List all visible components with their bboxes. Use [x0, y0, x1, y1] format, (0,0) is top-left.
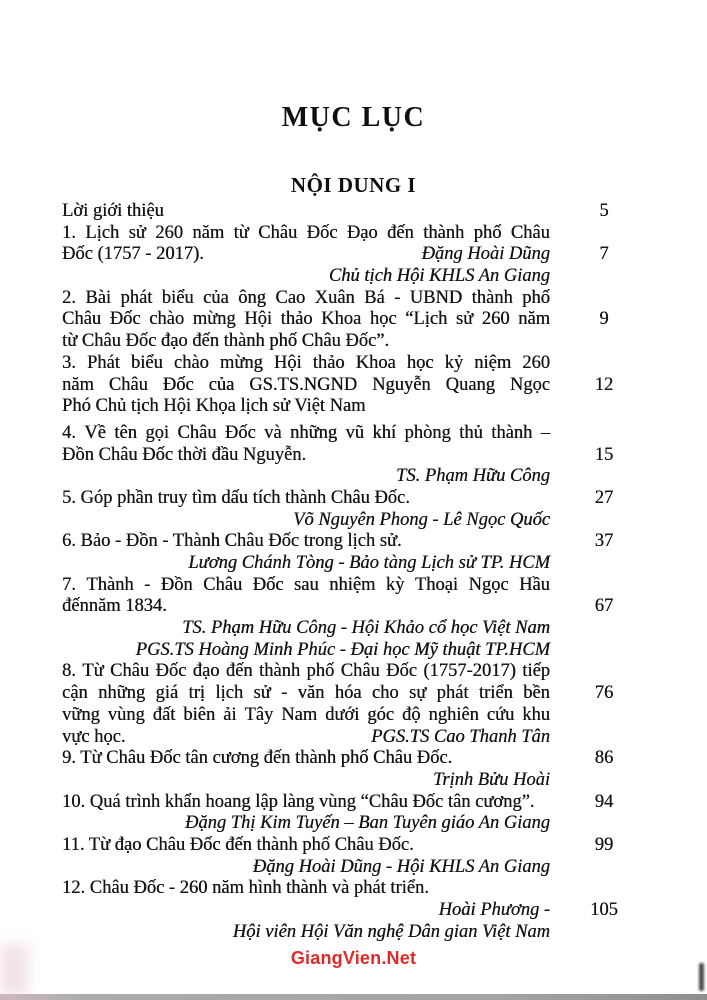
toc-title-line: 10. Quá trình khẩn hoang lập làng vùng “Châu Đốc tân cương”. — [62, 791, 535, 812]
page-number: 76 — [594, 683, 614, 704]
toc-word: 260 — [481, 309, 510, 330]
watermark-text: GiangVien.Net — [290, 948, 417, 968]
toc-word: những — [98, 683, 146, 704]
page-number: 27 — [594, 487, 614, 508]
page-number: 105 — [590, 900, 618, 920]
toc-word: Hội — [244, 309, 272, 330]
toc-word: độ — [401, 704, 421, 725]
toc-title-line — [62, 353, 550, 375]
page-number: 94 — [594, 791, 614, 812]
page-number: 99 — [594, 834, 614, 855]
toc-title-line — [62, 244, 550, 266]
toc-author-line: Trịnh Bửu Hoài — [433, 769, 550, 790]
toc-word: năm — [62, 374, 94, 395]
toc-word: năm — [518, 309, 550, 330]
toc-title-line — [62, 223, 550, 245]
toc-word: thành — [491, 422, 533, 443]
page-number: 86 — [594, 748, 614, 769]
toc-title-line: Đồn Châu Đốc thời đầu Nguyễn. — [62, 444, 307, 465]
toc-word: - — [394, 287, 401, 308]
toc-entry — [62, 878, 618, 943]
toc-author-line: Lương Chánh Tòng - Bảo tàng Lịch sử TP. HCM — [188, 553, 550, 573]
toc-word: lịch — [215, 683, 244, 704]
toc-word: đến — [387, 222, 414, 243]
toc-word: Tây — [244, 704, 274, 725]
toc-word: trị — [188, 683, 205, 704]
toc-word: biểu — [161, 287, 194, 308]
toc-word: Khoa — [355, 352, 396, 373]
toc-word: 2. — [62, 287, 76, 308]
toc-word: chào — [149, 309, 185, 330]
scan-artifact-bottom-edge — [0, 994, 707, 1000]
toc-word: Thành — [86, 574, 134, 595]
toc-word: sử — [455, 309, 474, 330]
page-number: 5 — [599, 201, 609, 221]
toc-word: Đạo — [346, 222, 378, 243]
toc-word: Đốc — [162, 374, 194, 395]
toc-word: cho — [371, 683, 399, 704]
toc-word: Châu — [62, 309, 102, 330]
toc-word: 1. — [62, 222, 76, 243]
toc-entry — [62, 201, 609, 223]
toc-word: Về — [84, 422, 106, 443]
toc-word: của — [208, 374, 235, 395]
page-number: 67 — [594, 596, 614, 617]
toc-word: kỳ — [385, 574, 405, 595]
toc-word: GS.TS.NGND — [249, 374, 358, 395]
toc-word: 260 — [155, 222, 183, 243]
toc-word: hóa — [334, 683, 362, 704]
toc-word: giá — [155, 683, 179, 704]
toc-title-line: Lời giới thiệu — [62, 201, 164, 221]
toc-word: tên — [114, 422, 137, 443]
toc-word: Nguyễn — [372, 374, 431, 395]
toc-word: vững — [62, 704, 100, 725]
toc-word: Đốc — [252, 574, 284, 595]
toc-word: Phát — [86, 352, 120, 373]
toc-word: 7. — [62, 574, 76, 595]
toc-word: 8. — [62, 661, 76, 682]
toc-title-line — [62, 661, 550, 683]
toc-word: Khoa — [321, 309, 362, 330]
section-heading: NỘI DUNG I — [290, 173, 417, 197]
toc-entry — [62, 748, 614, 791]
toc-entry — [62, 487, 614, 531]
page-number: 15 — [594, 444, 614, 465]
toc-entry — [62, 287, 609, 353]
toc-author-text: PGS.TS Cao Thanh Tân — [371, 726, 550, 747]
toc-author-line: Hội viên Hội Văn nghệ Dân gian Việt Nam — [232, 921, 550, 942]
toc-title-text: vực học. — [62, 726, 126, 747]
toc-word: Nam — [281, 704, 318, 725]
page-number: 7 — [599, 244, 609, 265]
toc-word: triển — [478, 683, 513, 704]
toc-title-line — [62, 423, 550, 445]
toc-word: từ — [233, 222, 249, 243]
toc-word: 260 — [522, 352, 550, 373]
toc-entry — [62, 834, 614, 878]
page-number: 9 — [599, 309, 609, 330]
toc-title-line — [62, 727, 550, 749]
toc-word: thủ — [459, 422, 483, 443]
toc-word: Châu — [510, 222, 550, 243]
toc-title-text: Đốc (1757 - 2017). — [62, 244, 204, 265]
toc-word: những — [290, 422, 338, 443]
toc-author-line: Võ Nguyên Phong - Lê Ngọc Quốc — [293, 509, 550, 530]
toc-word: ải — [223, 704, 237, 725]
toc-word: 4. — [62, 422, 76, 443]
toc-word: Ngọc — [509, 374, 550, 395]
toc-word: thảo — [280, 309, 313, 330]
toc-word: Bài — [85, 287, 112, 308]
toc-word: dưới — [325, 704, 360, 725]
toc-word: phố — [473, 222, 502, 243]
toc-word: của — [203, 287, 229, 308]
toc-entry — [62, 352, 614, 418]
toc-word: đến — [225, 661, 253, 682]
toc-word: Đốc — [306, 222, 338, 243]
toc-word: học — [369, 309, 397, 330]
page-number: 12 — [594, 374, 614, 395]
toc-word: phố — [306, 661, 335, 682]
toc-word: mừng — [219, 352, 263, 373]
toc-word: thành — [258, 661, 301, 682]
toc-title-line: 9. Từ Châu Đốc tân cương đến thành phố Châu Đốc. — [62, 748, 453, 769]
toc-word: Châu — [258, 222, 298, 243]
toc-word: Châu — [203, 574, 243, 595]
toc-word: niệm — [474, 352, 512, 373]
toc-word: Đốc — [155, 661, 187, 682]
toc-word: Cao — [275, 287, 306, 308]
toc-word: Đốc — [109, 309, 141, 330]
page-number: 37 — [594, 531, 614, 552]
toc-word: chào — [173, 352, 209, 373]
toc-word: gọi — [145, 422, 169, 443]
toc-word: đất — [152, 704, 176, 725]
toc-word: Quang — [445, 374, 495, 395]
toc-word: phát — [120, 287, 153, 308]
toc-title-line — [62, 288, 550, 310]
toc-word: Châu — [108, 374, 148, 395]
toc-word: – — [540, 422, 550, 443]
toc-word: Từ — [82, 661, 104, 682]
toc-title-line — [62, 309, 550, 331]
toc-word: (1757-2017) — [423, 661, 516, 682]
toc-word: năm — [192, 222, 225, 243]
toc-word: UBND — [409, 287, 463, 308]
toc-word: Lịch — [85, 222, 120, 243]
toc-word: khu — [522, 704, 550, 725]
toc-word: khí — [372, 422, 397, 443]
toc-word: Châu — [340, 661, 380, 682]
toc-word: cận — [62, 683, 88, 704]
toc-author-line: Chủ tịch Hội KHLS An Giang — [328, 266, 550, 287]
toc-entry — [62, 791, 614, 835]
toc-word: phố — [522, 287, 550, 308]
toc-word: vùng — [107, 704, 145, 725]
toc-word: và — [264, 422, 282, 443]
toc-word: 3. — [62, 352, 76, 373]
toc-word: phòng — [404, 422, 451, 443]
toc-title-line: 6. Bảo - Đồn - Thành Châu Đốc trong lịch sử. — [62, 531, 402, 552]
toc-word: “Lịch — [405, 309, 448, 330]
toc-author-line: PGS.TS Hoàng Minh Phúc - Đại học Mỹ thuật TP.HCM — [135, 639, 550, 660]
toc-author-line: Đặng Thị Kim Tuyến – Ban Tuyên giáo An Giang — [184, 813, 550, 834]
toc-word: Châu — [110, 661, 150, 682]
toc-entry — [62, 422, 614, 488]
toc-word: sử — [253, 683, 271, 704]
toc-title-line: từ Châu Đốc đạo đến thành phố Châu Đốc”. — [62, 331, 390, 352]
toc-word: Đồn — [160, 574, 193, 595]
toc-word: mừng — [192, 309, 236, 330]
toc-word: sự — [409, 683, 427, 704]
toc-word: bền — [523, 683, 550, 704]
scan-artifact-smudge — [0, 944, 28, 996]
toc-title-line: đếnnăm 1834. — [62, 596, 167, 617]
toc-word: - — [144, 574, 151, 595]
toc-entry — [62, 574, 614, 662]
toc-word: phát — [436, 683, 469, 704]
page-title: MỤC LỤC — [281, 102, 426, 133]
toc-word: - — [281, 683, 288, 704]
toc-word: văn — [297, 683, 325, 704]
scan-artifact-right-mark — [699, 963, 704, 991]
toc-word: ông — [238, 287, 266, 308]
toc-word: góc — [367, 704, 395, 725]
toc-title-line: 5. Góp phần truy tìm dấu tích thành Châu Đốc. — [62, 487, 410, 508]
toc-word: nhiệm — [329, 574, 376, 595]
toc-word: kỷ — [444, 352, 464, 373]
toc-title-line — [62, 575, 550, 597]
toc-author-line: Đặng Hoài Dũng - Hội KHLS An Giang — [252, 856, 550, 877]
toc-word: sau — [293, 574, 319, 595]
toc-word: đạo — [192, 661, 220, 682]
toc-word: Đốc — [224, 422, 256, 443]
toc-word: sử — [128, 222, 146, 243]
toc-entry — [62, 531, 614, 574]
toc-word: Bá — [364, 287, 385, 308]
toc-word: Thoại — [414, 574, 459, 595]
toc-title-line: 12. Châu Đốc - 260 năm hình thành và phát triển. — [62, 878, 429, 899]
toc-word: nghiên — [428, 704, 479, 725]
toc-word: biểu — [130, 352, 163, 373]
toc-entry — [62, 222, 609, 288]
toc-word: tiếp — [522, 661, 550, 682]
toc-word: thảo — [312, 352, 345, 373]
toc-word: thành — [471, 287, 513, 308]
toc-word: biên — [183, 704, 216, 725]
toc-entry — [62, 661, 614, 748]
toc-list — [62, 201, 618, 943]
toc-author-line: TS. Phạm Hữu Công — [396, 466, 550, 487]
toc-word: Hầu — [519, 574, 550, 595]
toc-word: Xuân — [314, 287, 355, 308]
toc-title-line — [62, 375, 550, 397]
toc-word: thành — [423, 222, 465, 243]
toc-word: Ngọc — [468, 574, 509, 595]
toc-author-text: Đặng Hoài Dũng — [421, 244, 550, 265]
toc-word: Đốc — [386, 661, 417, 682]
toc-title-line — [62, 705, 550, 727]
toc-word: Hội — [273, 352, 302, 373]
toc-author-line: Hoài Phương - — [438, 900, 550, 920]
toc-author-line: TS. Phạm Hữu Công - Hội Khảo cổ học Việt Nam — [182, 618, 550, 639]
toc-word: Châu — [177, 422, 217, 443]
toc-word: vũ — [345, 422, 364, 443]
toc-word: cứu — [486, 704, 515, 725]
toc-title-line — [62, 683, 550, 705]
toc-word: học — [406, 352, 434, 373]
toc-title-line: Phó Chủ tịch Hội Khọa lịch sử Việt Nam — [62, 396, 366, 417]
toc-title-line: 11. Từ đạo Châu Đốc đến thành phố Châu Đốc. — [62, 834, 414, 855]
